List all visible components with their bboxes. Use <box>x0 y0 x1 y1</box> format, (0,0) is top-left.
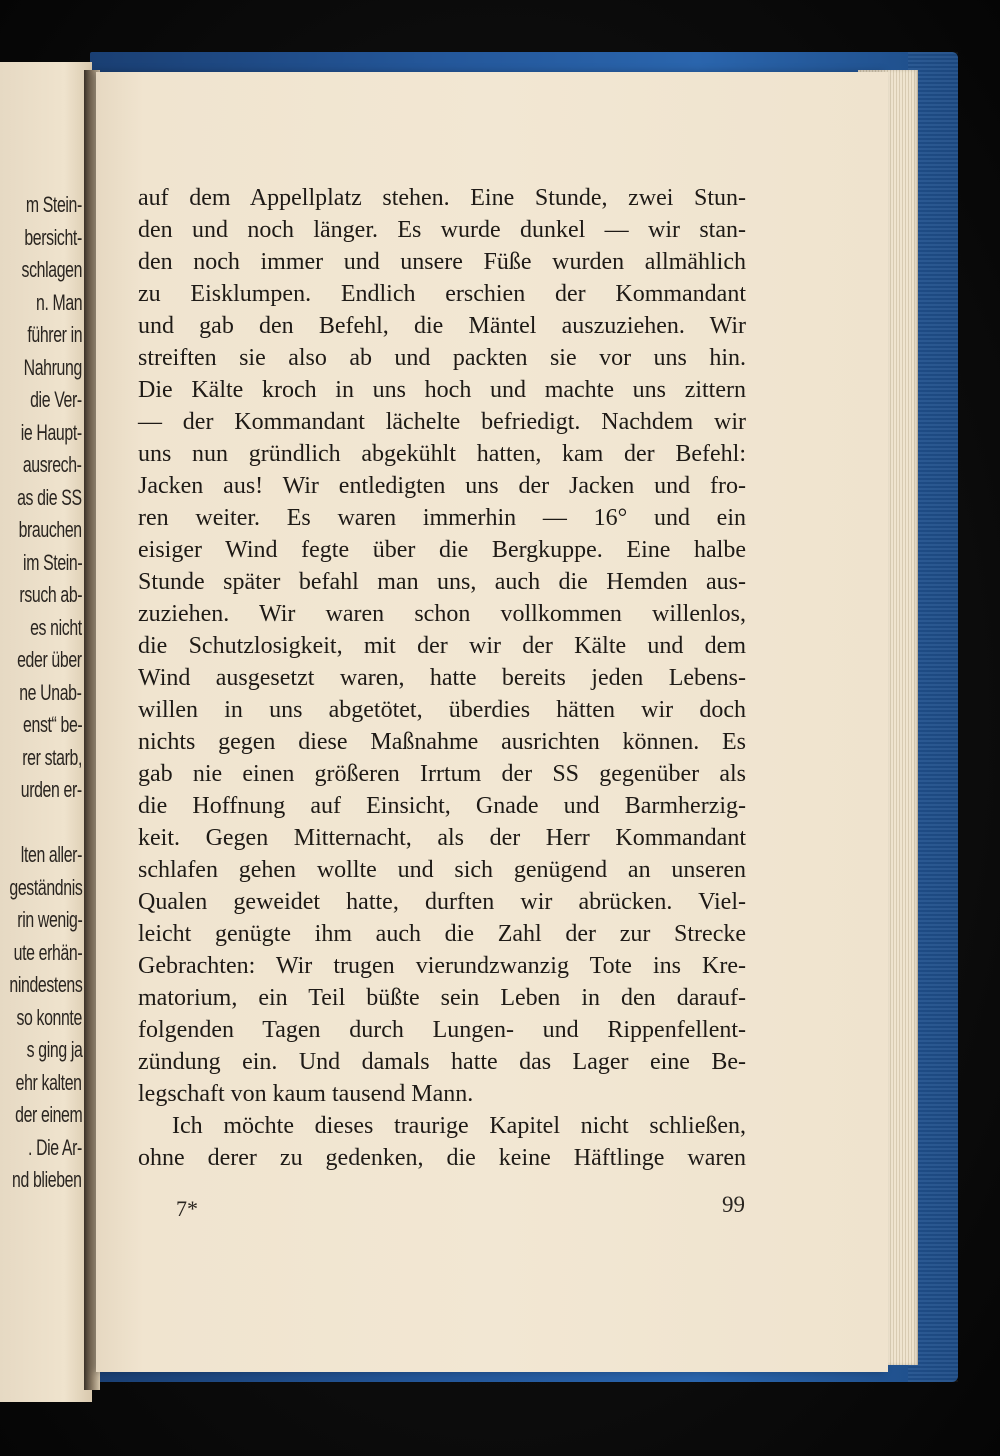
left-page-line: der einem <box>14 1102 82 1127</box>
left-page-line: ute erhän- <box>13 939 82 965</box>
left-page-line: enst“ be- <box>22 712 82 737</box>
text-line: Wind ausgesetzt waren, hatte bereits jeden Lebens- <box>138 665 746 691</box>
left-page-line: nindestens <box>8 972 82 997</box>
text-line: auf dem Appellplatz stehen. Eine Stunde, zwei Stun- <box>138 185 746 211</box>
text-line: uns nun gründlich abgekühlt hatten, kam der Befehl: <box>138 441 746 467</box>
text-line: gab nie einen größeren Irrtum der SS gegenüber als <box>138 761 746 787</box>
text-line: streiften sie also ab und packten sie vor uns hin. <box>138 345 746 371</box>
text-line: den noch immer und unsere Füße wurden allmählich <box>138 249 746 275</box>
text-line: Jacken aus! Wir entledigten uns der Jacken und fro- <box>138 473 746 499</box>
left-page-line: . Die Ar- <box>28 1134 82 1160</box>
left-page-line: die Ver- <box>30 387 82 412</box>
text-line: ohne derer zu gedenken, die keine Häftlinge waren <box>138 1145 746 1171</box>
left-page-line: rer starb, <box>22 744 82 770</box>
left-page-line: rin wenig- <box>16 907 82 932</box>
left-page-line: Nahrung <box>23 354 82 380</box>
left-page-line: geständnis <box>8 874 82 900</box>
left-page-line: as die SS <box>17 484 82 510</box>
left-page-line: s ging ja <box>26 1037 82 1062</box>
text-line: zündung ein. Und damals hatte das Lager eine Be- <box>138 1049 746 1075</box>
left-page-line: ne Unab- <box>19 679 82 705</box>
text-line: willen in uns abgetötet, überdies hätten wir doch <box>138 697 746 723</box>
text-line: zuziehen. Wir waren schon vollkommen willenlos, <box>138 601 746 627</box>
left-page-line: urden er- <box>20 777 82 802</box>
left-page-line: im Stein- <box>22 549 82 575</box>
text-line: und gab den Befehl, die Mäntel auszuziehen. Wir <box>138 313 746 339</box>
text-line: die Schutzlosigkeit, mit der wir der Kälte und dem <box>138 633 746 659</box>
left-page-line: bersicht- <box>24 224 82 250</box>
left-page-line: ie Haupt- <box>20 419 82 445</box>
text-line: zu Eisklumpen. Endlich erschien der Kommandant <box>138 281 746 307</box>
text-line: eisiger Wind fegte über die Bergkuppe. Eine halbe <box>138 537 746 563</box>
left-page-line: nd blieben <box>12 1167 82 1192</box>
text-line: folgenden Tagen durch Lungen- und Rippenfellent- <box>138 1017 746 1043</box>
left-page-line: führer in <box>27 322 82 347</box>
left-page-line: rsuch ab- <box>19 582 82 607</box>
text-line: legschaft von kaum tausend Mann. <box>138 1081 474 1107</box>
text-line: Die Kälte kroch in uns hoch und machte uns zittern <box>138 377 746 403</box>
text-line: ren weiter. Es waren immerhin — 16° und ein <box>138 505 746 531</box>
left-page-line: lten aller- <box>20 842 82 867</box>
left-page-line: ehr kalten <box>16 1069 82 1095</box>
text-line: leicht genügte ihm auch die Zahl der zur Strecke <box>138 921 746 947</box>
left-page-line: m Stein- <box>25 192 82 217</box>
left-facing-page <box>0 62 92 1402</box>
left-page-line: ausrech- <box>23 452 82 477</box>
left-page-line: so konnte <box>16 1004 82 1030</box>
body-text <box>138 182 746 1174</box>
text-line: den und noch länger. Es wurde dunkel — wir stan- <box>138 217 746 243</box>
page-number: 99 <box>722 1192 745 1217</box>
left-page-line: n. Man <box>35 289 82 315</box>
signature-mark: 7* <box>176 1196 198 1221</box>
text-line: — der Kommandant lächelte befriedigt. Nachdem wir <box>138 409 746 435</box>
left-page-line: brauchen <box>18 517 82 542</box>
text-line: Stunde später befahl man uns, auch die Hemden aus- <box>138 569 746 595</box>
text-line: die Hoffnung auf Einsicht, Gnade und Barmherzig- <box>138 793 746 819</box>
left-page-line: es nicht <box>30 614 82 640</box>
text-line: schlafen gehen wollte und sich genügend an unseren <box>138 857 746 883</box>
text-line: Ich möchte dieses traurige Kapitel nicht schließen, <box>172 1113 746 1139</box>
left-page-line: schlagen <box>21 257 82 282</box>
text-line: Gebrachten: Wir trugen vierundzwanzig Tote ins Kre- <box>138 953 746 979</box>
left-page-line: eder über <box>17 647 82 672</box>
text-line: keit. Gegen Mitternacht, als der Herr Kommandant <box>138 825 746 851</box>
text-line: nichts gegen diese Maßnahme ausrichten können. Es <box>138 729 746 755</box>
text-line: Qualen geweidet hatte, durften wir abrücken. Viel- <box>138 889 746 915</box>
text-line: matorium, ein Teil büßte sein Leben in den darauf- <box>138 985 746 1011</box>
